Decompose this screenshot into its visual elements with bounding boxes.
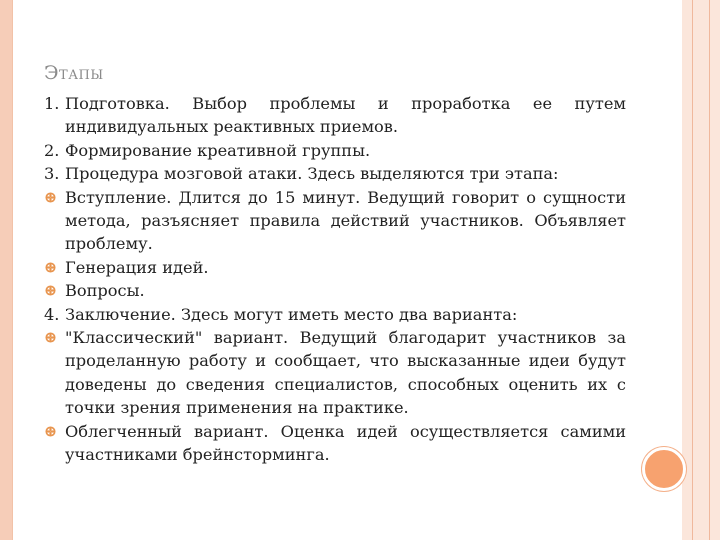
bullet-item bbox=[44, 326, 626, 420]
item-text: Облегченный вариант. Оценка идей осуществляется самими участниками брейнсторминга. bbox=[65, 421, 626, 465]
item-text: Заключение. Здесь могут иметь место два варианта: bbox=[65, 304, 518, 324]
item-text: "Классический" вариант. Ведущий благодарит участников за проделанную работу и сообщает, что высказанные идеи будут доведены до сведения специалистов, способных оценить их с точки зрения применения на практике. bbox=[65, 328, 626, 418]
flower-bullet-icon bbox=[45, 426, 56, 437]
item-text: Вопросы. bbox=[65, 281, 145, 301]
slide-title: Этапы bbox=[44, 62, 104, 84]
orange-circle-icon bbox=[642, 447, 686, 491]
item-number: 4. bbox=[44, 304, 60, 324]
bullet-item bbox=[44, 420, 626, 467]
right-frame-line bbox=[692, 0, 693, 540]
numbered-item bbox=[44, 139, 626, 162]
flower-bullet-icon bbox=[45, 192, 56, 203]
left-frame-line bbox=[12, 0, 13, 540]
numbered-item bbox=[44, 162, 626, 185]
item-number: 3. bbox=[44, 164, 60, 184]
numbered-item bbox=[44, 303, 626, 326]
bullet-item bbox=[44, 186, 626, 256]
item-text: Генерация идей. bbox=[65, 257, 209, 277]
item-text: Подготовка. Выбор проблемы и проработка ее путем индивидуальных реактивных приемов. bbox=[65, 94, 626, 137]
right-frame-border bbox=[682, 0, 720, 540]
left-frame-border bbox=[0, 0, 12, 540]
flower-bullet-icon bbox=[45, 262, 56, 273]
slide-body bbox=[44, 92, 626, 467]
item-text: Формирование креативной группы. bbox=[65, 140, 371, 160]
item-number: 1. bbox=[44, 94, 60, 113]
flower-bullet-icon bbox=[45, 285, 56, 296]
numbered-item bbox=[44, 92, 626, 139]
bullet-item bbox=[44, 279, 626, 302]
bullet-item bbox=[44, 256, 626, 279]
item-text: Вступление. Длится до 15 минут. Ведущий говорит о сущности метода, разъясняет правила действий участников. Объявляет проблему. bbox=[65, 187, 626, 254]
item-text: Процедура мозговой атаки. Здесь выделяются три этапа: bbox=[65, 164, 559, 184]
item-number: 2. bbox=[44, 140, 60, 160]
flower-bullet-icon bbox=[45, 332, 56, 343]
right-frame-line-outer bbox=[709, 0, 710, 540]
